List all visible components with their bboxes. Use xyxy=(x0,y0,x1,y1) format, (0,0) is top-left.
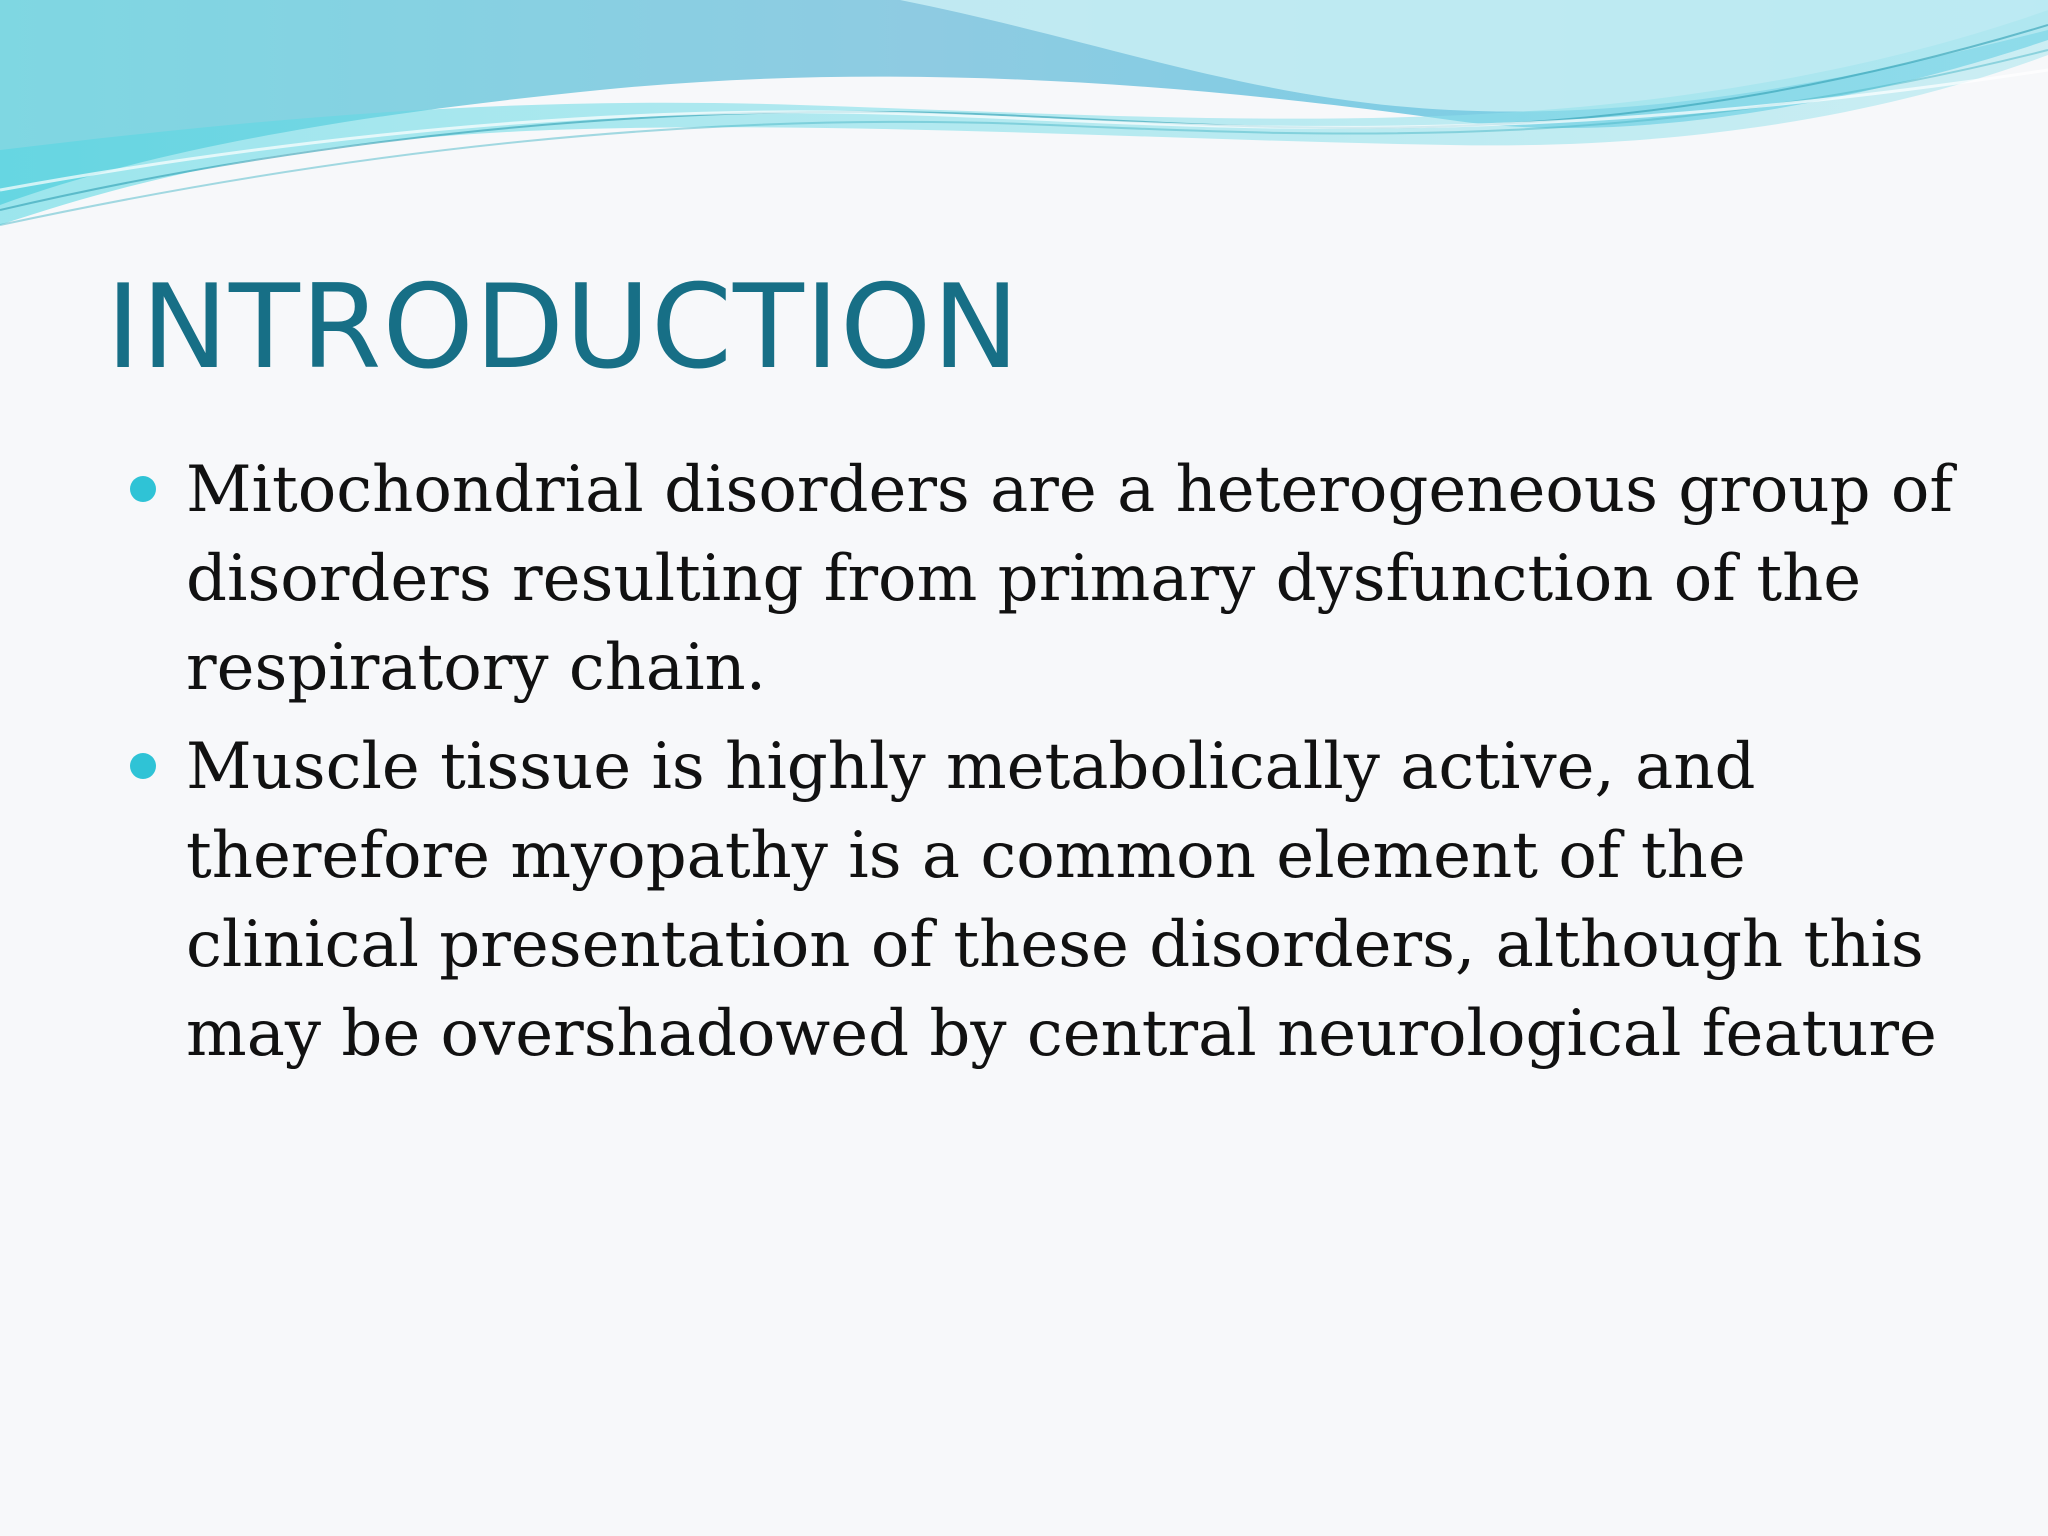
bullet-item xyxy=(130,723,1990,1079)
bullet-item xyxy=(130,446,1990,713)
bullet-text: Mitochondrial disorders are a heterogeneous group of disorders resulting from primary dysfunction of the respiratory chain. xyxy=(186,453,1954,705)
bullet-list xyxy=(130,446,1990,1089)
slide-title: INTRODUCTION xyxy=(106,260,1021,395)
bullet-text: Muscle tissue is highly metabolically active, and therefore myopathy is a common element of the clinical presentation of these disorders, although this may be overshadowed by central neurological feature xyxy=(186,730,1937,1071)
bullet-dot-icon xyxy=(130,753,156,779)
bullet-dot-icon xyxy=(130,476,156,502)
wave-header-decoration xyxy=(0,0,2048,240)
